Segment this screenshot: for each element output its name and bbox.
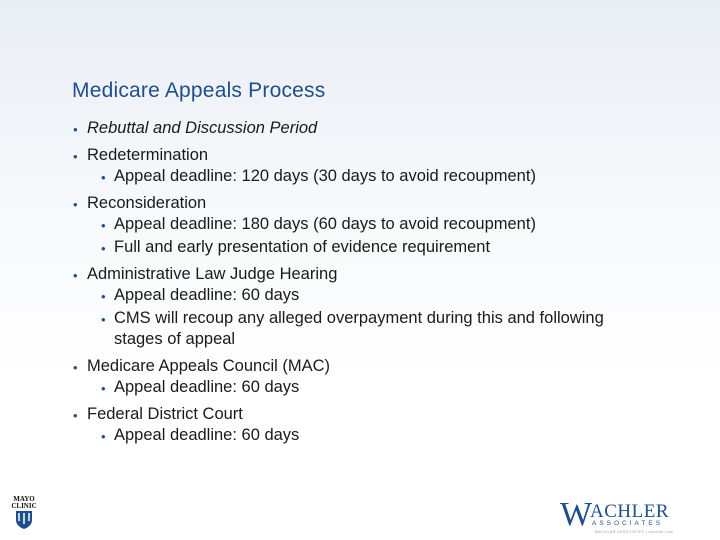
wachler-logo-tagline: WACHLER ASSOCIATES | wachler.com [595, 530, 674, 534]
sub-bullet-item: • Appeal deadline: 60 days [73, 425, 673, 446]
svg-text:CLINIC: CLINIC [11, 502, 37, 510]
wachler-logo-w: W [560, 496, 593, 533]
sub-bullet-item: • Appeal deadline: 60 days [73, 377, 673, 398]
bullet-item: • Medicare Appeals Council (MAC) [73, 356, 673, 377]
bullet-item: • Federal District Court [73, 404, 673, 425]
bullet-item: • Redetermination [73, 145, 673, 166]
wachler-logo-subtitle: ASSOCIATES [592, 520, 664, 527]
mayo-clinic-logo [9, 494, 39, 530]
sub-bullet-item: • Appeal deadline: 180 days (60 days to avoid recoupment) [73, 214, 673, 235]
svg-text:MAYO: MAYO [13, 495, 35, 503]
mayo-shield-icon [9, 494, 39, 530]
bullet-item: • Rebuttal and Discussion Period [73, 118, 673, 139]
sub-bullet-item: • Appeal deadline: 60 days [73, 285, 673, 306]
slide-title: Medicare Appeals Process [72, 79, 326, 102]
bullet-list [73, 118, 673, 446]
sub-bullet-item: • CMS will recoup any alleged overpayment during this and following stages of appeal [73, 308, 634, 350]
bullet-item: • Administrative Law Judge Hearing [73, 264, 673, 285]
sub-bullet-item: • Appeal deadline: 120 days (30 days to avoid recoupment) [73, 166, 673, 187]
wachler-logo-name: ACHLER [590, 501, 669, 522]
sub-bullet-item: • Full and early presentation of evidence requirement [73, 237, 673, 258]
wachler-associates-logo [560, 496, 710, 534]
bullet-item: • Reconsideration [73, 193, 673, 214]
